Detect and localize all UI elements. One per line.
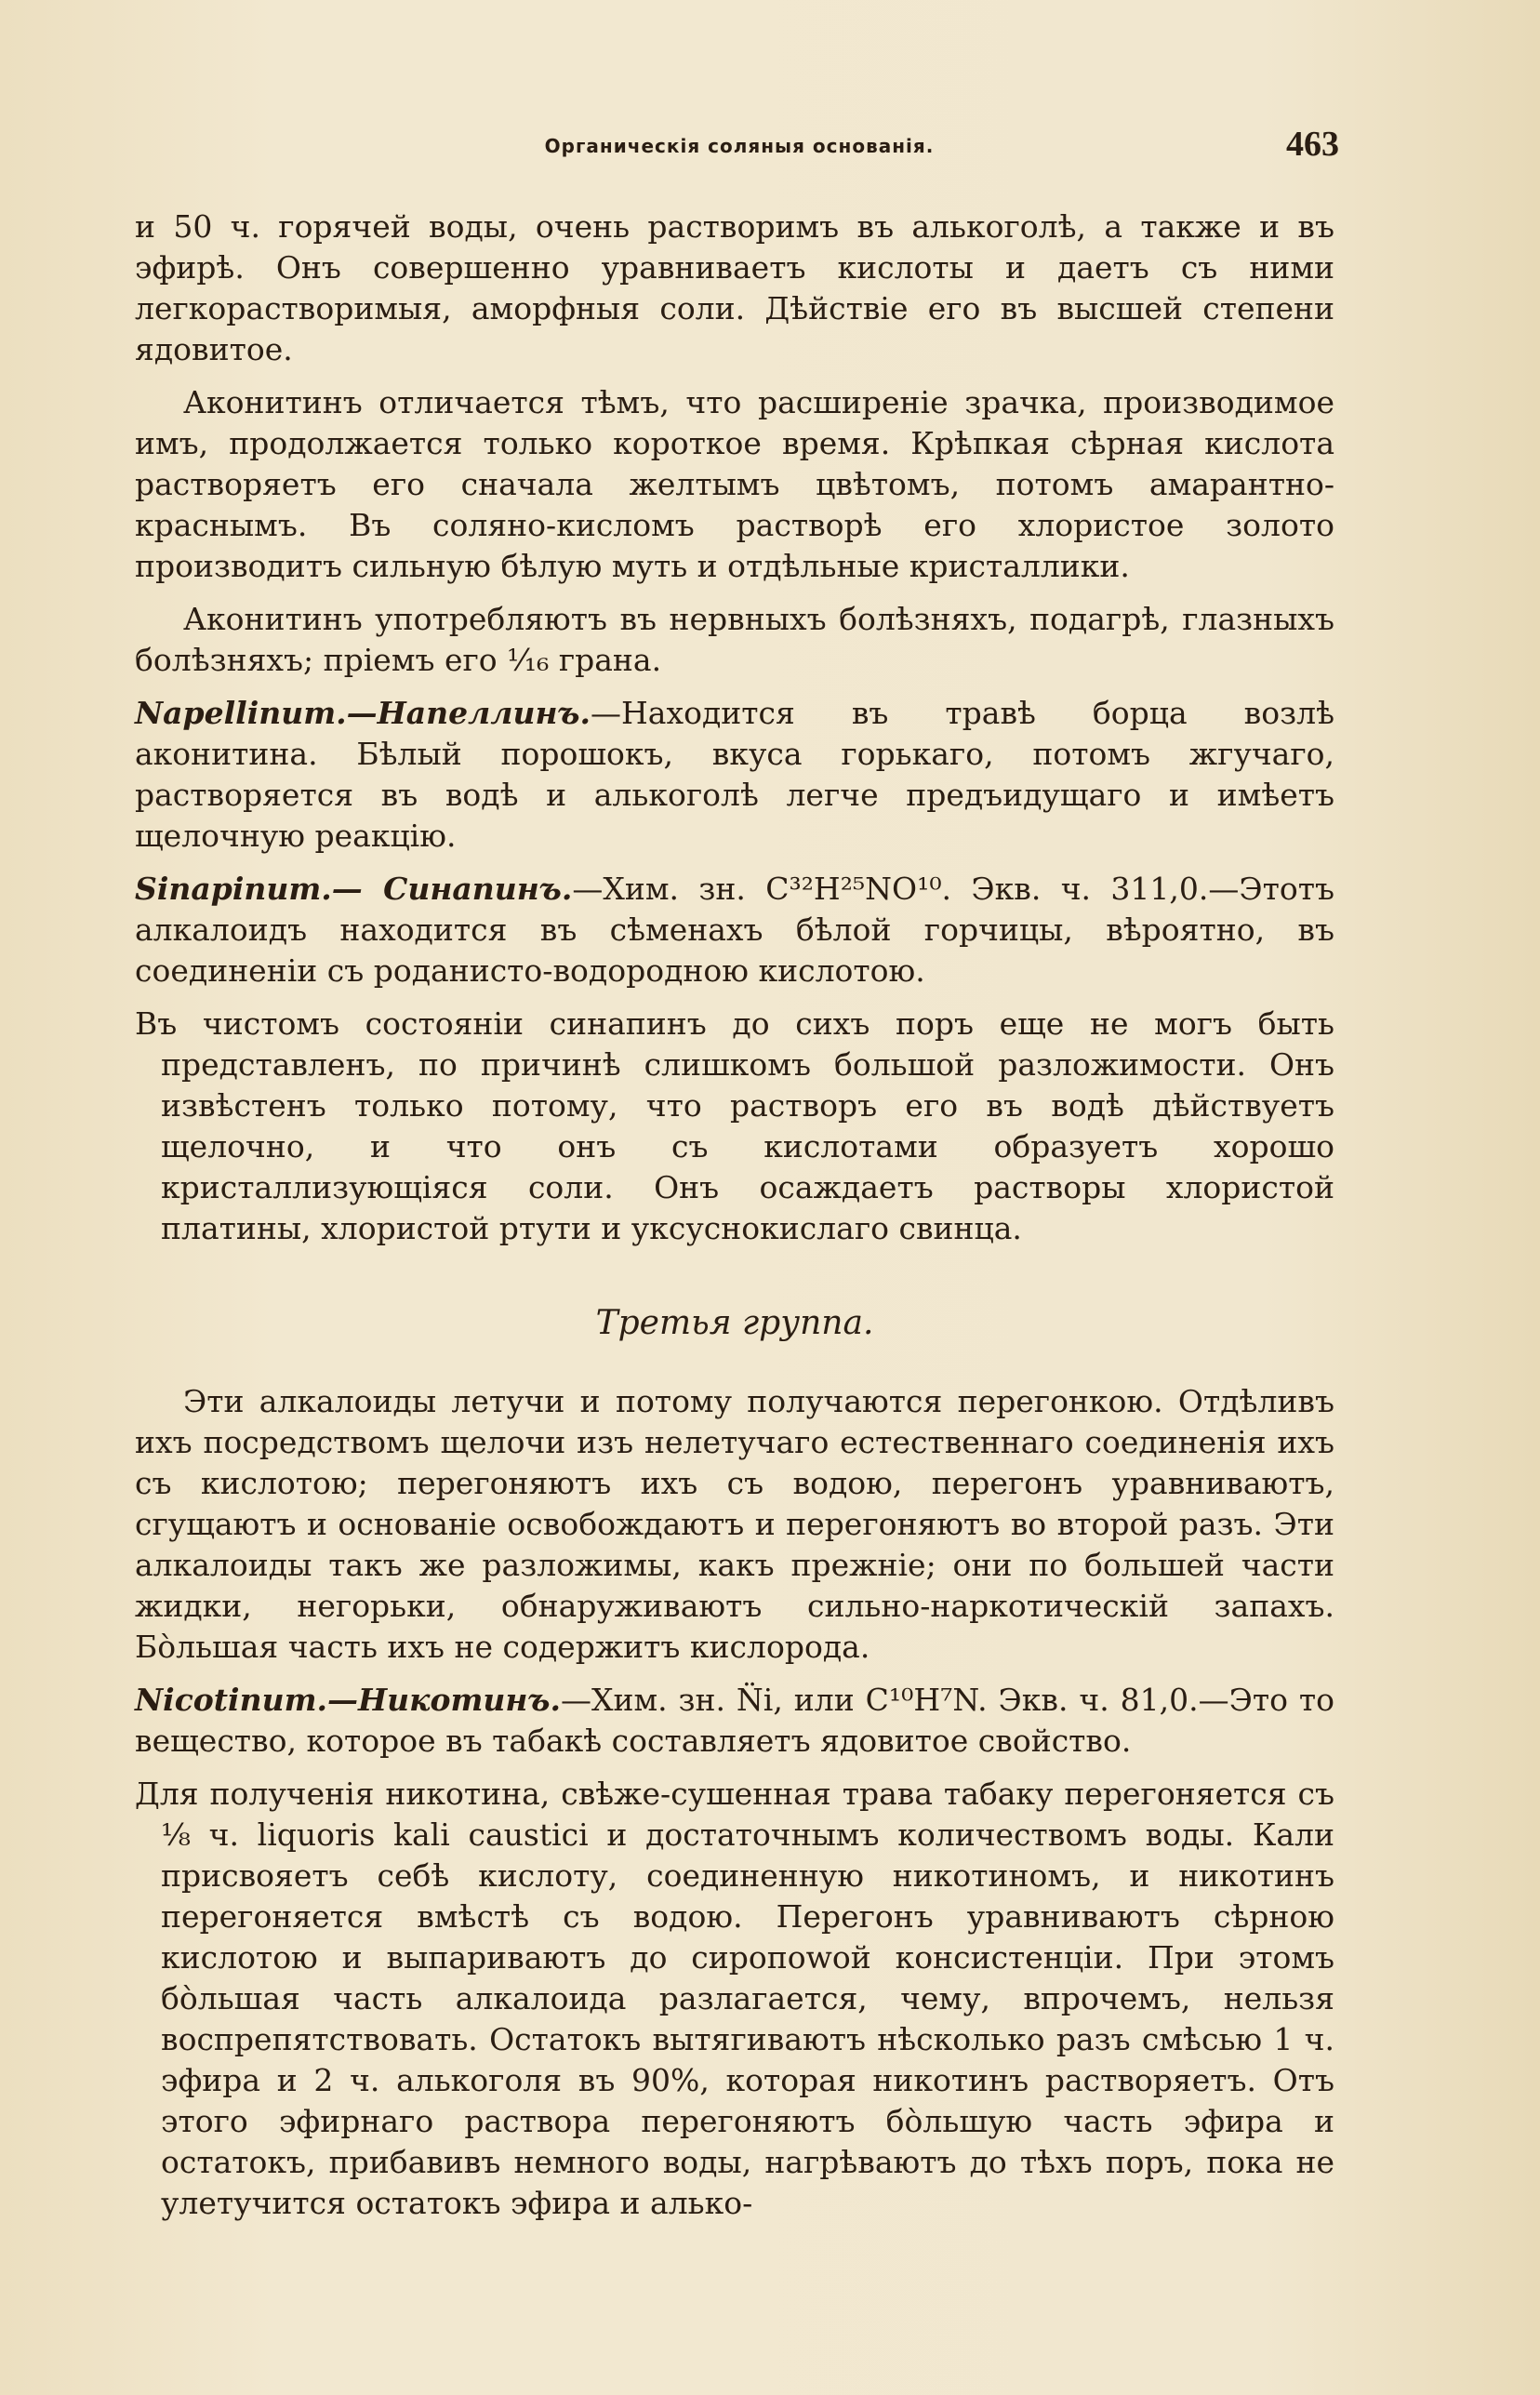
paragraph-group3: Эти алкалоиды летучи и потому получаются перегонкою. Отдѣливъ ихъ посредствомъ щелочи изъ нелетучаго естественнаго соединенія ихъ съ кислотою; перегоняютъ ихъ съ водою, перегонъ уравниваютъ, сгущаютъ и основаніе освобождаютъ и перегоняютъ во второй разъ. Эти алкалоиды такъ же разложимы, какъ прежніе; они по большей части жидки, негорьки, обнаруживаютъ сильно-наркотическій запахъ. Бо̀льшая часть ихъ не содержитъ кислорода. bbox=[135, 1383, 1334, 1665]
paragraph-aconitin-solubility: и 50 ч. горячей воды, очень растворимъ въ алькоголѣ, а также и въ эфирѣ. Онъ совершенно уравниваетъ кислоты и даетъ съ ними легкорастворимыя, аморфныя соли. Дѣйствіе его въ высшей степени ядовитое. bbox=[135, 208, 1334, 367]
paragraph-nicotinum bbox=[135, 1680, 1334, 1762]
term-napellinum: Napellinum.—Напеллинъ. bbox=[135, 695, 591, 731]
term-nicotinum: Nicotinum.—Никотинъ. bbox=[135, 1682, 561, 1718]
paragraph-nicotin-prep: Для полученія никотина, свѣже-сушенная трава табаку перегоняется съ ¹⁄₈ ч. liquoris kali caustici и достаточнымъ количествомъ воды. Кали присвояетъ себѣ кислоту, соединенную никотиномъ, и никотинъ перегоняется вмѣстѣ съ водою. Перегонъ уравниваютъ сѣрною кислотою и выпариваютъ до сиропowой консистенціи. При этомъ бо̀льшая часть алкалоида разлагается, чему, впрочемъ, нельзя воспрепятствовать. Остатокъ вытягиваютъ нѣсколько разъ смѣсью 1 ч. эфира и 2 ч. алькоголя въ 90%, которая никотинъ растворяетъ. Отъ этого эфирнаго раствора перегоняютъ бо̀льшую часть эфира и остатокъ, прибавивъ немного воды, нагрѣваютъ до тѣхъ поръ, пока не улетучится остатокъ эфира и алько- bbox=[135, 1776, 1334, 2221]
paragraph-aconitin-properties: Аконитинъ отличается тѣмъ, что расширеніе зрачка, производимое имъ, продолжается только короткое время. Крѣпкая сѣрная кислота растворяетъ его сначала желтымъ цвѣтомъ, потомъ амарантно-краснымъ. Въ соляно-кисломъ растворѣ его хлористое золото производитъ сильную бѣлую муть и отдѣльные кристаллики. bbox=[135, 384, 1334, 584]
page-number: 463 bbox=[1286, 125, 1339, 164]
sinapinum-text: —Хим. зн. C³²H²⁵NO¹⁰. Экв. ч. 311,0.—Этотъ алкалоидъ находится въ сѣменахъ бѣлой горчицы, вѣроятно, въ соединеніи съ роданисто-водородною кислотою. bbox=[135, 871, 1334, 989]
paragraph-aconitin-use: Аконитинъ употребляютъ въ нервныхъ болѣзняхъ, подагрѣ, глазныхъ болѣзняхъ; пріемъ его ¹⁄₁₆ грана. bbox=[135, 601, 1334, 678]
section-title: Третья группа. bbox=[595, 1304, 874, 1342]
paragraph-sinapin-state: Въ чистомъ состояніи синапинъ до сихъ поръ еще не могъ быть представленъ, по причинѣ слишкомъ большой разложимости. Онъ извѣстенъ только потому, что растворъ его въ водѣ дѣйствуетъ щелочно, и что онъ съ кислотами образуетъ хорошо кристаллизующіяся соли. Онъ осаждаетъ растворы хлористой платины, хлористой ртути и уксуснокислаго свинца. bbox=[135, 1005, 1334, 1246]
page-header bbox=[139, 126, 1339, 172]
napellinum-text: —Находится въ травѣ борца возлѣ аконитина. Бѣлый порошокъ, вкуса горькаго, потомъ жгучаго, растворяется въ водѣ и алькоголѣ легче предъидущаго и имѣетъ щелочную реакцію. bbox=[135, 695, 1334, 854]
paragraph-sinapinum bbox=[135, 869, 1334, 991]
paragraph-napellinum bbox=[135, 693, 1334, 857]
nicotinum-text: —Хим. зн. N̈i, или C¹⁰H⁷N. Экв. ч. 81,0.—Это то вещество, которое въ табакѣ составляетъ ядовитое свойство. bbox=[135, 1682, 1334, 1759]
term-sinapinum: Sinapinum.— Синапинъ. bbox=[135, 871, 573, 907]
running-title: Органическія соляныя основанія. bbox=[544, 135, 935, 157]
page-body bbox=[135, 206, 1334, 2236]
